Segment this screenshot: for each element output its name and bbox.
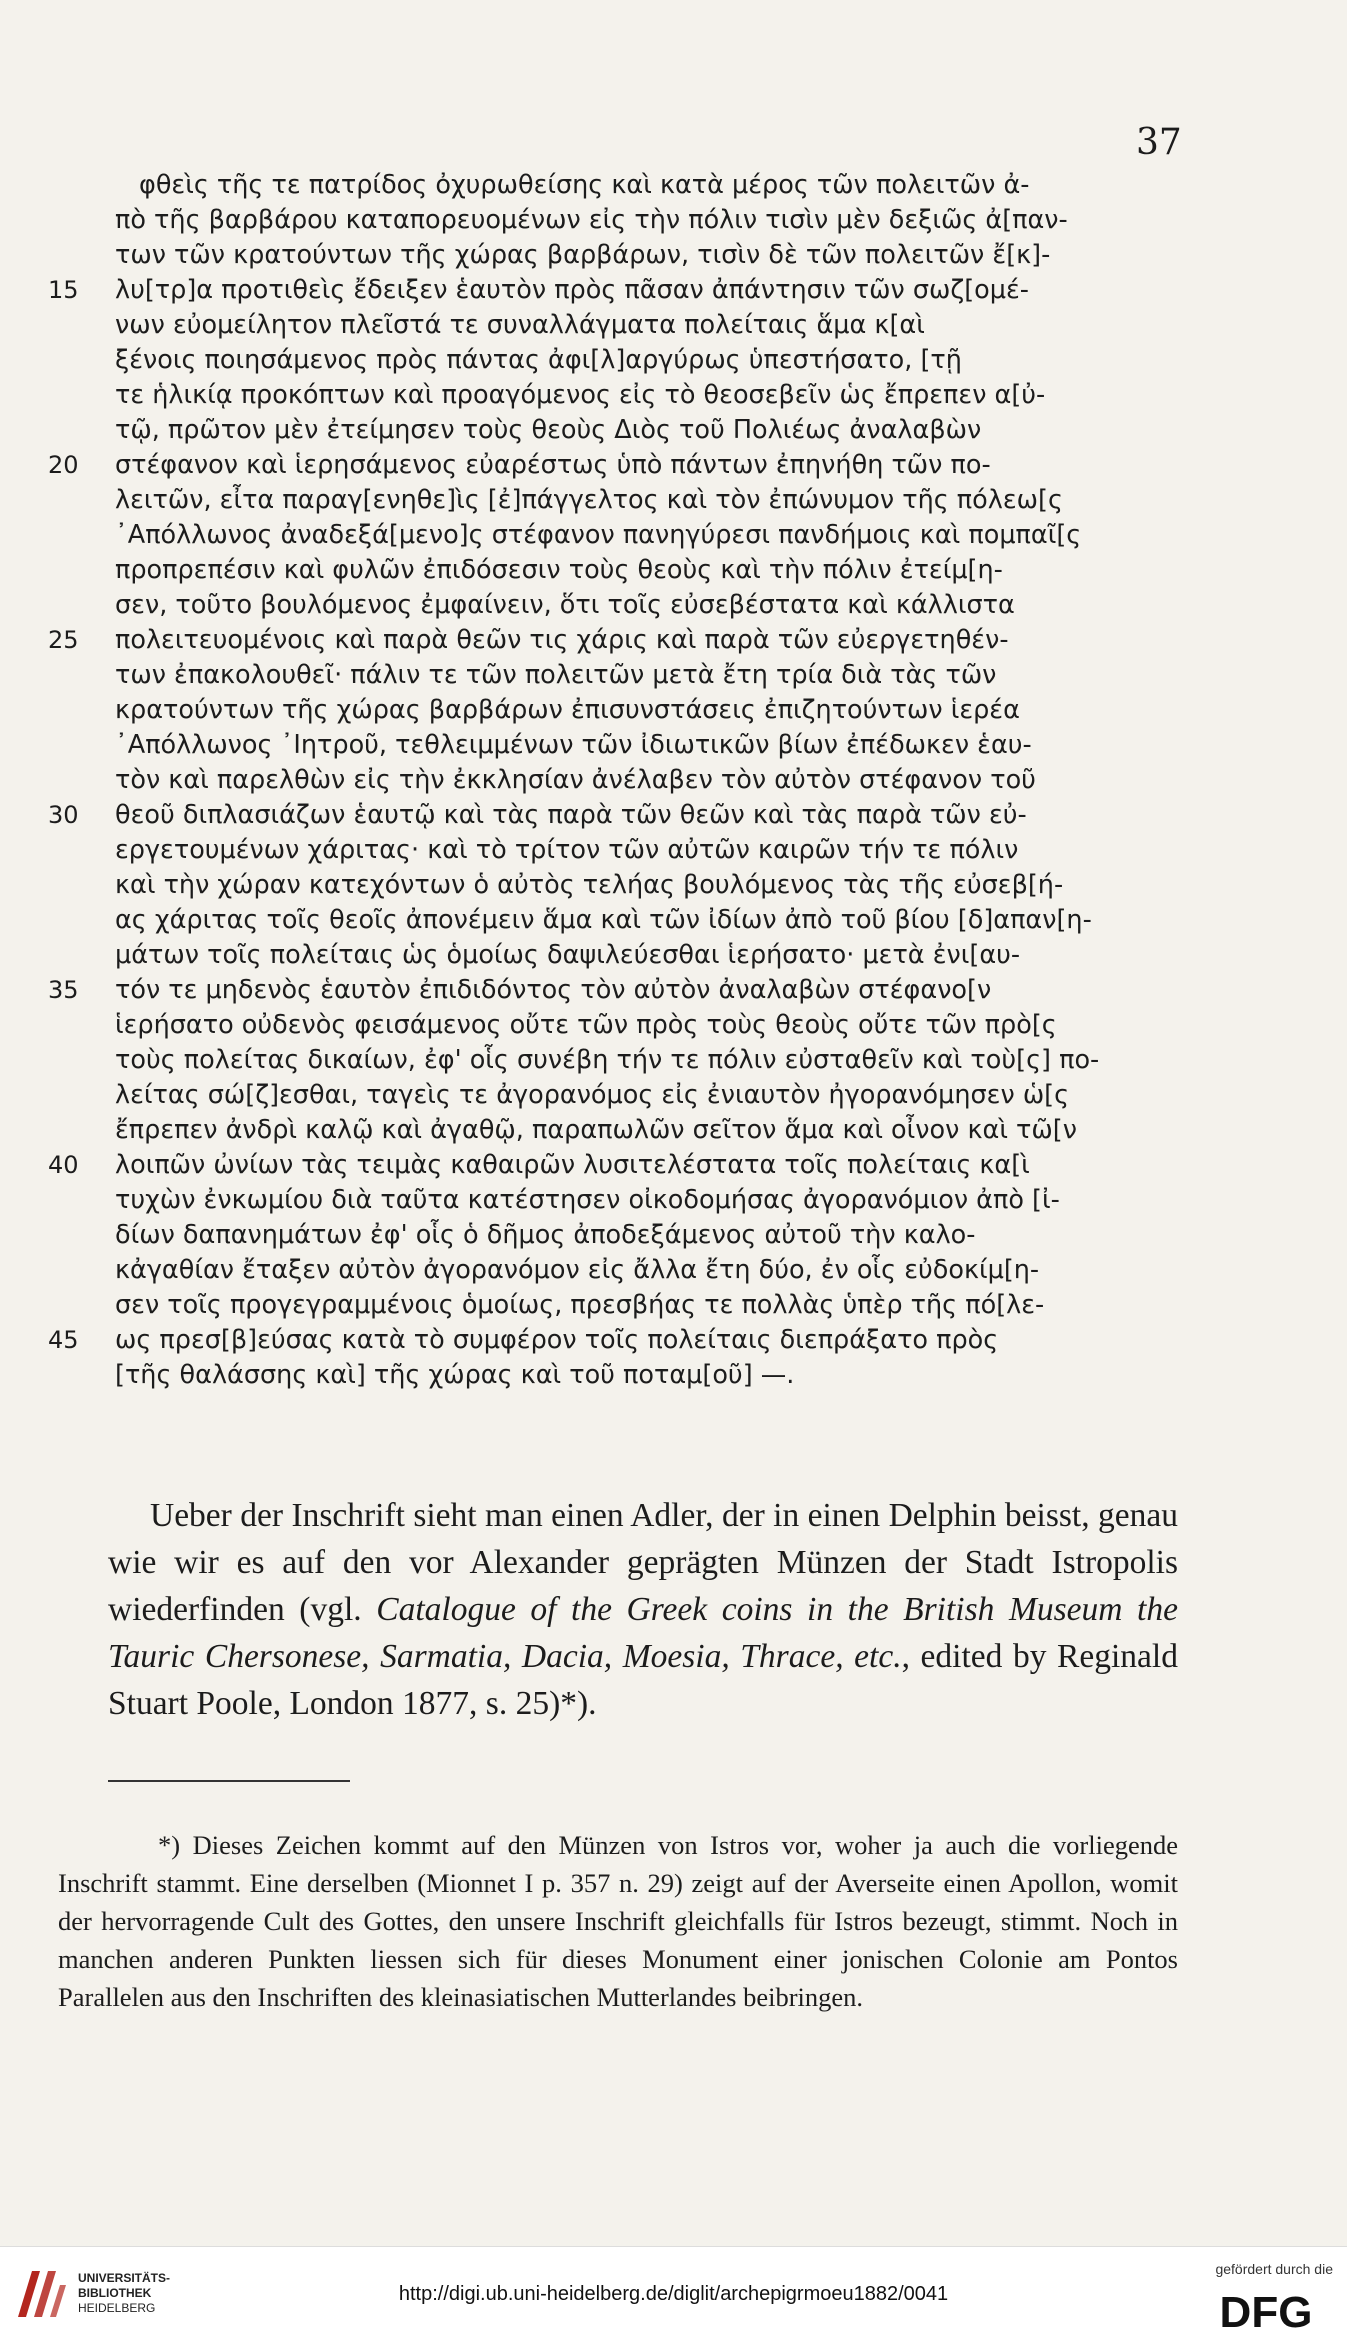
inscription-line-text: εργετουμένων χάριτας· καὶ τὸ τρίτον τῶν αὐτῶν καιρῶν τήν τε πόλιν: [115, 835, 1019, 865]
dfg-logo-icon: [1201, 2287, 1331, 2333]
inscription-line: [0, 903, 1347, 938]
inscription-line-text: νων εὐομείλητον πλεῖστά τε συναλλάγματα πολείταις ἅμα κ[αὶ: [115, 310, 925, 340]
inscription-line: [0, 518, 1347, 553]
inscription-line: [0, 308, 1347, 343]
inscription-line-text: δίων δαπανημάτων ἐφ' οἷς ὁ δῆμος ἀποδεξάμενος αὐτοῦ τὴν καλο-: [115, 1220, 976, 1250]
inscription-line-text: ξένοις ποιησάμενος πρὸς πάντας ἀφι[λ]αργύρως ὑπεστήσατο, [τῇ: [115, 345, 962, 375]
inscription-line: [0, 273, 1347, 308]
line-number: 30: [48, 801, 79, 829]
inscription-line: [0, 203, 1347, 238]
inscription-line: [0, 693, 1347, 728]
inscription-line: [0, 168, 1347, 203]
page-url-link[interactable]: http://digi.ub.uni-heidelberg.de/diglit/archepigrmoeu1882/0041: [398, 2283, 949, 2305]
library-name-line3: HEIDELBERG: [78, 2301, 156, 2315]
inscription-line: [0, 553, 1347, 588]
inscription-line: [0, 938, 1347, 973]
inscription-line: [0, 973, 1347, 1008]
dfg-logo-text: DFG: [1219, 2288, 1313, 2333]
inscription-line: [0, 1113, 1347, 1148]
inscription-line: [0, 1323, 1347, 1358]
inscription-line-text: ᾿Απόλλωνος ᾿Ιητροῦ, τεθλειμμένων τῶν ἰδιωτικῶν βίων ἐπέδωκεν ἑαυ-: [115, 730, 1032, 760]
inscription-line-text: σεν τοῖς προγεγραμμένοις ὁμοίως, πρεσβήας τε πολλὰς ὑπὲρ τῆς πό[λε-: [115, 1290, 1045, 1320]
inscription-line: [0, 1218, 1347, 1253]
inscription-line-text: των ἐπακολουθεῖ· πάλιν τε τῶν πολειτῶν μετὰ ἔτη τρία διὰ τὰς τῶν: [115, 660, 997, 690]
inscription-line-text: πὸ τῆς βαρβάρου καταπορευομένων εἰς τὴν πόλιν τισὶν μὲν δεξιῶς ἀ[παν-: [115, 205, 1068, 235]
inscription-line-text: προπρεπέσιν καὶ φυλῶν ἐπιδόσεσιν τοὺς θεοὺς καὶ τὴν πόλιν ἐτείμ[η-: [115, 555, 1003, 585]
library-name-line2: BIBLIOTHEK: [78, 2286, 152, 2300]
line-number: 35: [48, 976, 79, 1004]
digitization-footer: [0, 2246, 1347, 2343]
inscription-line: [0, 1253, 1347, 1288]
inscription-line: [0, 868, 1347, 903]
funding-label: gefördert durch die: [1215, 2261, 1333, 2277]
inscription-line-text: καὶ τὴν χώραν κατεχόντων ὁ αὐτὸς τελήας βουλόμενος τὰς τῆς εὐσεβ[ή-: [115, 870, 1064, 900]
line-number: 45: [48, 1326, 79, 1354]
inscription-line: [0, 1358, 1347, 1393]
inscription-line: [0, 833, 1347, 868]
inscription-line: [0, 588, 1347, 623]
inscription-line: [0, 658, 1347, 693]
line-number: 25: [48, 626, 79, 654]
inscription-line-text: κρατούντων τῆς χώρας βαρβάρων ἐπισυνστάσεις ἐπιζητούντων ἱερέα: [115, 695, 1020, 725]
inscription-line: [0, 1078, 1347, 1113]
inscription-line-text: φθεὶς τῆς τε πατρίδος ὀχυρωθείσης καὶ κατὰ μέρος τῶν πολειτῶν ἀ-: [139, 170, 1030, 200]
inscription-line-text: τε ἡλικίᾳ προκόπτων καὶ προαγόμενος εἰς τὸ θεοσεβεῖν ὡς ἔπρεπεν α[ὐ-: [115, 380, 1046, 410]
inscription-line-text: πολειτευομένοις καὶ παρὰ θεῶν τις χάρις καὶ παρὰ τῶν εὐεργετηθέν-: [115, 625, 1009, 655]
inscription-line-text: λυ[τρ]α προτιθεὶς ἔδειξεν ἑαυτὸν πρὸς πᾶσαν ἀπάντησιν τῶν σωζ[ομέ-: [115, 275, 1029, 305]
greek-inscription-text: [0, 168, 1347, 1393]
catalogue-title: Catalogue of the Greek coins in the British Museum the Tauric Chersonese, Sarmatia, Dacia, Moesia, Thrace, etc.: [108, 1591, 1178, 1675]
inscription-line: [0, 1008, 1347, 1043]
inscription-line: [0, 483, 1347, 518]
inscription-line-text: τῷ, πρῶτον μὲν ἐτείμησεν τοὺς θεοὺς Διὸς τοῦ Πολιέως ἀναλαβὼν: [115, 415, 982, 445]
inscription-line: [0, 728, 1347, 763]
inscription-line: [0, 798, 1347, 833]
inscription-line-text: ἔπρεπεν ἀνδρὶ καλῷ καὶ ἀγαθῷ, παραπωλῶν σεῖτον ἅμα καὶ οἶνον καὶ τῶ[ν: [115, 1115, 1077, 1145]
commentary-text-part1: Ueber der Inschrift sieht man einen Adler, der in einen Delphin beisst, genau wie wir es auf den vor Alexander geprägten Münzen der Stadt Istropolis wiederfinden (vgl.: [108, 1497, 1178, 1628]
inscription-line: [0, 238, 1347, 273]
inscription-line: [0, 343, 1347, 378]
inscription-line: [0, 763, 1347, 798]
inscription-line-text: ἱερήσατο οὐδενὸς φεισάμενος οὔτε τῶν πρὸς τοὺς θεοὺς οὔτε τῶν πρὸ[ς: [115, 1010, 1057, 1040]
inscription-line-text: σεν, τοῦτο βουλόμενος ἐμφαίνειν, ὅτι τοῖς εὐσεβέστατα καὶ κάλλιστα: [115, 590, 1015, 620]
page-number: 37: [1136, 122, 1182, 163]
inscription-line: [0, 378, 1347, 413]
inscription-line-text: στέφανον καὶ ἱερησάμενος εὐαρέστως ὑπὸ πάντων ἐπηνήθη τῶν πο-: [115, 450, 991, 480]
library-name-line1: UNIVERSITÄTS-: [78, 2271, 171, 2285]
inscription-line-text: τυχὼν ἐνκωμίου διὰ ταῦτα κατέστησεν οἰκοδομήσας ἀγορανόμιον ἀπὸ [ἰ-: [115, 1185, 1060, 1215]
footnote: *) Dieses Zeichen kommt auf den Münzen von Istros vor, woher ja auch die vorliegende Inschrift stammt. Eine derselben (Mionnet I p. 357 n. 29) zeigt auf der Averseite einen Apollon, womit der hervorragende Cult des Gottes, den unsere Inschrift gleichfalls für Istros bezeugt, stimmt. Noch in manchen anderen Punkten liessen sich für dieses Monument einer jonischen Colonie am Pontos Parallelen aus den Inschriften des kleinasiatischen Mutterlandes beibringen.: [58, 1830, 1178, 2012]
inscription-line-text: ᾿Απόλλωνος ἀναδεξά[μενο]ς στέφανον πανηγύρεσι πανδήμοις καὶ πομπαῖ[ς: [115, 520, 1082, 550]
line-number: 40: [48, 1151, 79, 1179]
line-number: 20: [48, 451, 79, 479]
inscription-line-text: τὸν καὶ παρελθὼν εἰς τὴν ἐκκλησίαν ἀνέλαβεν τὸν αὐτὸν στέφανον τοῦ: [115, 765, 1036, 795]
inscription-line: [0, 1043, 1347, 1078]
inscription-line-text: μάτων τοῖς πολείταις ὡς ὁμοίως δαψιλεύεσθαι ἱερήσατο· μετὰ ἐνι[αυ-: [115, 940, 1021, 970]
commentary-text-part2: , edited by Reginald Stuart Poole, London 1877, s. 25)*).: [108, 1638, 1178, 1722]
inscription-line: [0, 623, 1347, 658]
line-number: 15: [48, 276, 79, 304]
inscription-line-text: λοιπῶν ὠνίων τὰς τειμὰς καθαιρῶν λυσιτελέστατα τοῖς πολείταις κα[ὶ: [115, 1150, 1030, 1180]
inscription-line-text: λείτας σώ[ζ]εσθαι, ταγεὶς τε ἀγορανόμος εἰς ἐνιαυτὸν ἠγορανόμησεν ὡ[ς: [115, 1080, 1070, 1110]
commentary-paragraph: [108, 1492, 1178, 1727]
inscription-line-text: των τῶν κρατούντων τῆς χώρας βαρβάρων, τισὶν δὲ τῶν πολειτῶν ἔ[κ]-: [115, 240, 1051, 270]
inscription-line: [0, 413, 1347, 448]
footnote-divider: [108, 1780, 350, 1782]
inscription-line-text: ως πρεσ[β]εύσας κατὰ τὸ συμφέρον τοῖς πολείταις διεπράξατο πρὸς: [115, 1325, 999, 1355]
inscription-line-text: θεοῦ διπλασιάζων ἑαυτῷ καὶ τὰς παρὰ τῶν θεῶν καὶ τὰς παρὰ τῶν εὐ-: [115, 800, 1027, 830]
inscription-line-text: [τῆς θαλάσσης καὶ] τῆς χώρας καὶ τοῦ ποταμ[οῦ] —.: [115, 1360, 795, 1390]
inscription-line-text: λειτῶν, εἶτα παραγ[ενηθε]ὶς [ἐ]πάγγελτος καὶ τὸν ἐπώνυμον τῆς πόλεω[ς: [115, 485, 1063, 515]
inscription-line: [0, 1183, 1347, 1218]
inscription-line-text: τοὺς πολείτας δικαίων, ἐφ' οἷς συνέβη τήν τε πόλιν εὐσταθεῖν καὶ τοὺ[ς] πο-: [115, 1045, 1100, 1075]
inscription-line-text: τόν τε μηδενὸς ἑαυτὸν ἐπιδιδόντος τὸν αὐτὸν ἀναλαβὼν στέφανο[ν: [115, 975, 992, 1005]
inscription-line: [0, 448, 1347, 483]
inscription-line-text: ας χάριτας τοῖς θεοῖς ἀπονέμειν ἅμα καὶ τῶν ἰδίων ἀπὸ τοῦ βίου [δ]απαν[η-: [115, 905, 1092, 935]
inscription-line-text: κἀγαθίαν ἔταξεν αὐτὸν ἀγορανόμον εἰς ἄλλα ἔτη δύο, ἐν οἷς εὐδοκίμ[η-: [115, 1255, 1040, 1285]
inscription-line: [0, 1148, 1347, 1183]
inscription-line: [0, 1288, 1347, 1323]
